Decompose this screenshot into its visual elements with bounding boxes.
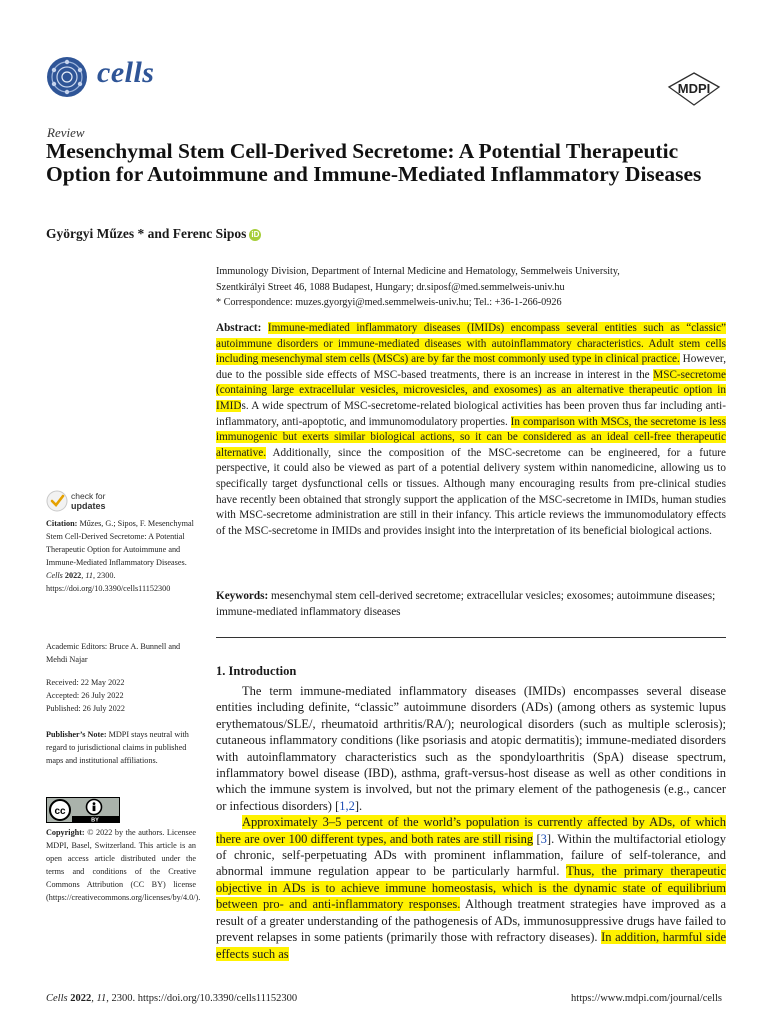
citation-doi[interactable]: , 2300. https://doi.org/10.3390/cells11152300	[46, 571, 171, 593]
check-line-1: check for	[71, 491, 106, 501]
article-type: Review	[47, 125, 85, 140]
abstract	[216, 321, 726, 539]
abstract-highlight-3: In comparison with MSCs, the secretome is less immunogenic but exerts similar biological actions, so it can be considered as an ideal cell-free therapeutic alternative.	[216, 415, 726, 459]
abstract-text-1: However, due to the possible side effects of MSC-based treatments, there is an increase in interest in the	[216, 353, 726, 381]
cc-symbol: cc	[54, 806, 66, 817]
received-date: Received: 22 May 2022	[46, 678, 125, 687]
keywords-label: Keywords:	[216, 590, 269, 602]
author-names: Györgyi Műzes * and Ferenc Sipos	[46, 226, 247, 241]
citation-label: Citation:	[46, 519, 78, 528]
citation-journal: Cells	[46, 571, 63, 580]
reference-link-1-2[interactable]: 1,2	[339, 798, 355, 813]
intro-paragraph-2	[216, 814, 726, 962]
copyright-block	[46, 826, 201, 904]
published-date: Published: 26 July 2022	[46, 704, 125, 713]
footer-citation	[46, 993, 297, 1004]
correspondence: * Correspondence: muzes.gyorgyi@med.semmelweis-univ.hu; Tel.: +36-1-266-0926	[216, 297, 562, 308]
orcid-icon[interactable]: iD	[251, 230, 260, 239]
affiliation-line-2: Szentkirályi Street 46, 1088 Budapest, Hungary; dr.siposf@med.semmelweis-univ.hu	[216, 281, 565, 293]
journal-name: cells	[97, 56, 155, 89]
abstract-text-3: Additionally, since the composition of the MSC-secretome can be engineered, for a future perspective, it could also be viewed as part of a potential delivery system within nanomedicine, allowing us to specifically target dysfunctional cells or tissues. Although many encouraging results from pre-clinical studies have recently been obtained that strongly support the application of the MSC-secretome in IMIDs, human studies with MSC-secretome administration are still in their infancy. This article reviews the immunomodulatory effects of the MSC-secretome in IMIDs and provides insight into the interpretation of its beneficial biological actions.	[216, 446, 726, 537]
by-symbol: BY	[91, 817, 99, 823]
publisher-note-label: Publisher’s Note:	[46, 730, 107, 739]
intro-p2-bracket: [	[533, 831, 541, 846]
mdpi-label: MDPI	[677, 81, 711, 96]
citation-text: Műzes, G.; Sipos, F. Mesenchymal Stem Cell-Derived Secretome: A Potential Therapeutic Option for Autoimmune and Immune-Mediated Inflammatory Diseases.	[46, 519, 194, 567]
citation-volume: , 11	[81, 571, 93, 580]
intro-p1-end: ].	[354, 798, 363, 813]
footer-journal-url[interactable]: https://www.mdpi.com/journal/cells	[571, 993, 722, 1004]
affiliation	[216, 264, 726, 311]
abstract-text-2: s. A wide spectrum of MSC-secretome-related biological activities has been proven thus far including anti-inflammatory, anti-apoptotic, and immunomodulatory properties.	[216, 399, 726, 428]
intro-p2-text-2: Although treatment strategies have improved as a result of a greater understanding of the pathogenesis of ADs, immunosuppressive drugs have failed to prevent relapses in some patients (primarily those with refractory diseases).	[216, 897, 727, 945]
section-divider	[216, 637, 726, 638]
copyright-label: Copyright:	[46, 828, 85, 837]
abstract-highlight-1: Immune-mediated inflammatory diseases (IMIDs) encompass several entities such as “classic” autoimmune disorders or immune-mediated diseases with autoinflammatory characteristics. Adult stem cells including mesenchymal stem cells (MSCs) are by far the most commonly used type in clinical practice.	[216, 322, 727, 366]
authors	[46, 226, 261, 242]
abstract-highlight-2: MSC-secretome (containing large extracellular vesicles, microvesicles, and exosomes) as an alternative therapeutic option in IMID	[216, 368, 726, 412]
intro-highlight-2: Thus, the primary therapeutic objective in ADs is to achieve immune homeostasis, which is the dynamic state of equilibrium between pro- and anti-inflammatory responses.	[216, 864, 726, 912]
citation-year: 2022	[62, 571, 82, 580]
publisher-note	[46, 728, 196, 767]
intro-highlight-1: Approximately 3–5 percent of the world’s population is currently affected by ADs, of which there are over 100 different types, and both rates are still rising	[216, 815, 726, 846]
dates-block	[46, 676, 196, 715]
affiliation-line-1: Immunology Division, Department of Internal Medicine and Hematology, Semmelweis University,	[216, 266, 620, 277]
intro-p1-text: The term immune-mediated inflammatory diseases (IMIDs) encompasses several disease entities including definite, “classic” autoimmune disorders (ADs) (among others as systemic lupus erythematous/SLE/, rheumatoid arthritis/RA/); neurological disorders (such as multiple sclerosis); cutaneous inflammatory conditions (like psoriasis and atopic dermatitis); immune-mediated disorders with autoinflammatory characteristics such as the spondyloarthritis (SpA) disease spectrum, inflammatory bowel disease (IBD), asthma, graft-versus-host disease as well as other conditions in which the immune system is involved, but not the primary element of the pathogenesis (e.g., cancer or infectious disorders) [	[216, 684, 726, 813]
article-title: Mesenchymal Stem Cell-Derived Secretome: A Potential Therapeutic Option for Autoimmune and Immune-Mediated Inflammatory Diseases	[46, 139, 702, 186]
intro-highlight-3: In addition, harmful side effects such as	[216, 930, 726, 961]
mdpi-logo-icon	[666, 72, 722, 106]
reference-link-3[interactable]: 3	[540, 831, 547, 846]
keywords	[216, 589, 726, 620]
footer-volume: , 11	[91, 993, 107, 1004]
publisher-note-text: MDPI stays neutral with regard to jurisdictional claims in published maps and institutional affiliations.	[46, 730, 189, 765]
intro-paragraph-1	[216, 683, 726, 814]
intro-body	[216, 683, 726, 962]
intro-heading: 1. Introduction	[216, 664, 297, 678]
accepted-date: Accepted: 26 July 2022	[46, 691, 124, 700]
intro-p2-text: ]. Within the multifactorial etiology of chronic, self-perpetuating ADs with prominent inflammation, failure of self-tolerance, and abnormal immune regulation appear to be particularly harmful.	[216, 831, 727, 879]
footer-doi[interactable]: , 2300. https://doi.org/10.3390/cells11152300	[106, 993, 298, 1004]
footer-year: 2022	[67, 993, 92, 1004]
footer-journal: Cells	[46, 993, 68, 1004]
check-for-updates-badge[interactable]	[46, 488, 136, 514]
copyright-text: © 2022 by the authors. Licensee MDPI, Basel, Switzerland. This article is an open access article distributed under the terms and conditions of the Creative Commons Attribution (CC BY) license (https://creativecommons.org/licenses/by/4.0/).	[46, 828, 201, 902]
cc-by-license-icon[interactable]	[46, 797, 120, 823]
academic-editors: Academic Editors: Bruce A. Bunnell and Mehdi Najar	[46, 642, 181, 664]
abstract-label: Abstract:	[216, 322, 262, 334]
cells-logo-icon	[46, 56, 88, 98]
citation-block	[46, 517, 196, 595]
check-line-2: updates	[71, 501, 106, 511]
keywords-text: mesenchymal stem cell-derived secretome; extracellular vesicles; exosomes; autoimmune diseases; immune-mediated inflammatory diseases	[216, 590, 716, 618]
